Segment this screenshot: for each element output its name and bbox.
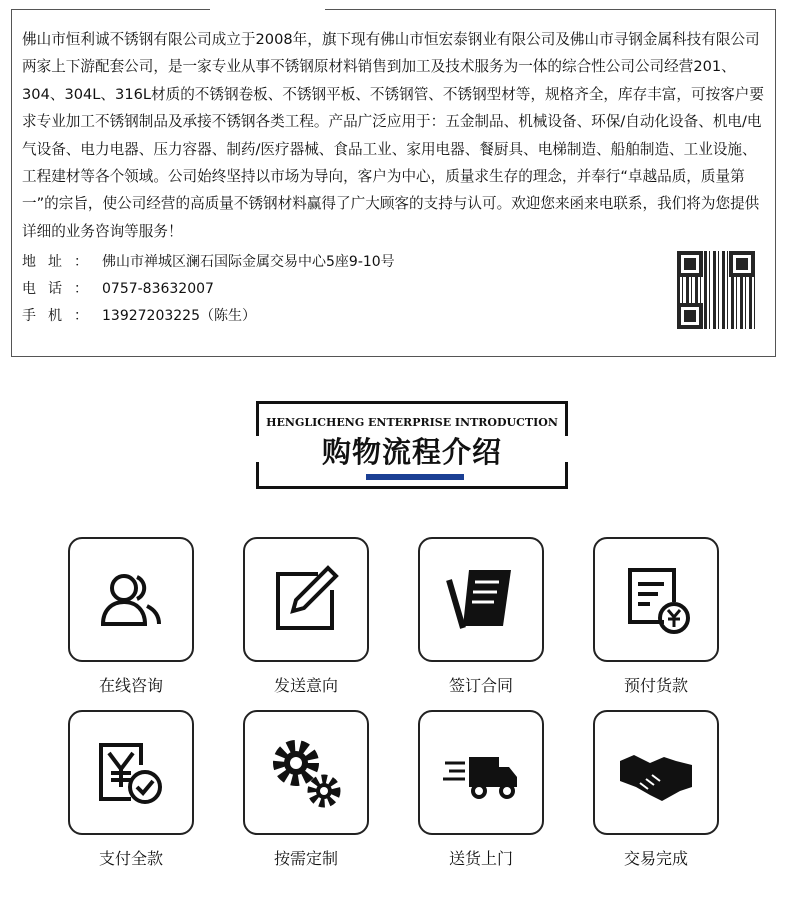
step-card[interactable] (593, 537, 719, 662)
title-underline (366, 474, 464, 480)
step-card[interactable] (68, 710, 194, 835)
contact-info (22, 249, 765, 330)
yen-check-icon (91, 733, 171, 813)
qr-code (677, 251, 755, 329)
step-label: 发送意向 (273, 676, 338, 695)
section-title-cn: 购物流程介绍 (321, 435, 502, 469)
step-label: 交易完成 (623, 849, 688, 868)
step-label: 送货上门 (448, 849, 513, 868)
step-card[interactable] (243, 710, 369, 835)
step-card[interactable] (593, 710, 719, 835)
mobile-row: 手机： 13927203225（陈生） (22, 308, 256, 325)
address-row: 地址： 佛山市禅城区澜石国际金属交易中心5座9-10号 (22, 254, 395, 271)
step-card[interactable] (418, 710, 544, 835)
company-description: 佛山市恒利诚不锈钢有限公司成立于2008年，旗下现有佛山市恒宏泰钢业有限公司及佛山市寻钢金属科技有限公司两家上下游配套公司，是一家专业从事不锈钢原材料销售到加工及技术服务为一体的综合性公司公司经营201、304、304L、316L材质的不锈钢卷板、不锈钢平板、不锈钢管、不锈钢型材等，规格齐全，库存丰富，可按客户要求专业加工不锈钢制品及承接不锈钢各类工程。产品广泛应用于：五金制品、机械设备、环保/自动化设备、机电/电气设备、电力电器、压力容器、制药/医疗器械、食品工业、家用电器、餐厨具、电梯制造、船舶制造、工业设施、工程建材等各个领域。公司始终坚持以市场为导向，客户为中心，质量求生存的理念，并奉行“卓越品质，质量第一”的宗旨，使公司经营的高质量不锈钢材料赢得了广大顾客的支持与认可。欢迎您来函来电联系，我们将为您提供详细的业务咨询等服务！ (22, 31, 764, 240)
phone-row: 电话： 0757-83632007 (22, 281, 214, 298)
section-title (256, 401, 568, 489)
step-label: 预付货款 (623, 676, 688, 695)
step-label: 按需定制 (273, 849, 338, 868)
shopping-process-section (0, 357, 790, 902)
truck-icon (441, 733, 521, 813)
handshake-icon (616, 733, 696, 813)
step-card[interactable] (418, 537, 544, 662)
section-title-en: HENGLICHENG ENTERPRISE INTRODUCTION (266, 416, 558, 429)
edit-icon (266, 560, 346, 640)
gears-icon (266, 733, 346, 813)
step-card[interactable] (68, 537, 194, 662)
step-label: 支付全款 (98, 849, 163, 868)
company-intro-box (11, 9, 776, 357)
invoice-yen-icon (616, 560, 696, 640)
step-card[interactable] (243, 537, 369, 662)
step-label: 签订合同 (448, 676, 513, 695)
users-icon (91, 560, 171, 640)
contract-icon (441, 560, 521, 640)
step-label: 在线咨询 (98, 676, 163, 695)
